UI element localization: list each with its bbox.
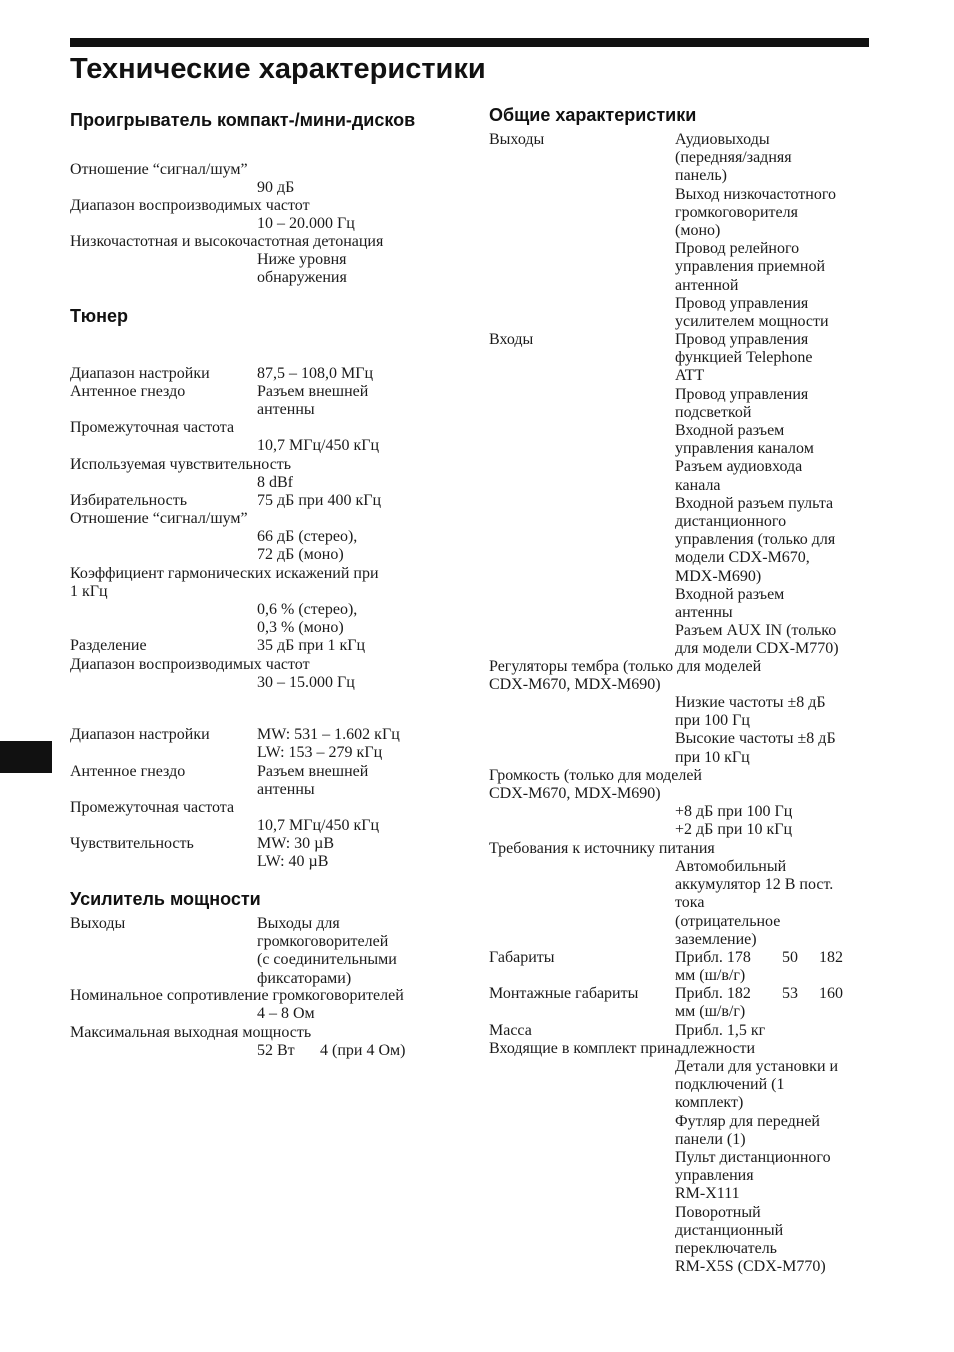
fm-snr-value: 66 дБ (стерео), 72 дБ (моно) (257, 528, 358, 564)
fm-range-label: Диапазон настройки (70, 365, 210, 382)
fm-snr-label: Отношение “сигнал/шум” (70, 510, 248, 527)
loudness-label: Громкость (только для моделей CDX-M670, MDX-M690) (489, 767, 702, 803)
outputs-label: Выходы (489, 131, 545, 148)
mounting-depth: 160 (819, 985, 843, 1002)
amp-power-channels: 4 (при 4 Ом) (320, 1042, 406, 1059)
inputs-label: Входы (489, 331, 534, 348)
mounting-width: Прибл. 182 (675, 985, 751, 1002)
amplifier-heading: Усилитель мощности (70, 889, 261, 909)
cd-snr-label: Отношение “сигнал/шум” (70, 161, 248, 178)
fm-range-value: 87,5 – 108,0 МГц (257, 365, 374, 382)
am-range-label: Диапазон настройки (70, 726, 210, 743)
fm-antenna-label: Антенное гнездо (70, 383, 186, 400)
amp-power-watts: 52 Вт (257, 1042, 295, 1059)
accessories-label: Входящие в комплект принадлежности (489, 1040, 756, 1057)
amp-impedance-label: Номинальное сопротивление громкоговорителей (70, 987, 404, 1004)
page-title: Технические характеристики (70, 53, 486, 85)
mass-label: Масса (489, 1022, 532, 1039)
section-tab-marker (0, 741, 52, 773)
tone-value: Низкие частоты ±8 дБ при 100 Гц Высокие частоты ±8 дБ при 10 кГц (675, 694, 836, 766)
cd-player-heading: Проигрыватель компакт-/мини-дисков (70, 110, 416, 130)
fm-thd-label: Коэффициент гармонических искажений при 1 кГц (70, 565, 379, 601)
fm-freq-value: 30 – 15.000 Гц (257, 674, 355, 691)
fm-sensitivity-label: Используемая чувствительность (70, 456, 292, 473)
dimensions-unit: мм (ш/в/г) (675, 967, 746, 984)
fm-selectivity-value: 75 дБ при 400 кГц (257, 492, 382, 509)
am-antenna-value: Разъем внешней антенны (257, 763, 369, 799)
power-value: Автомобильный аккумулятор 12 В пост. тока (отрицательное заземление) (675, 858, 834, 948)
am-range-value: MW: 531 – 1.602 кГц LW: 153 – 279 кГц (257, 726, 400, 762)
dimensions-label: Габариты (489, 949, 555, 966)
power-label: Требования к источнику питания (489, 840, 715, 857)
amp-outputs-label: Выходы (70, 915, 126, 932)
accessories-value: Детали для установки и подключений (1 комплект) Футляр для передней панели (1) Пульт дистанционного управления RM-X111 Поворотный дистанционный переключатель RM-X5S (CDX-M770) (675, 1058, 839, 1276)
fm-antenna-value: Разъем внешней антенны (257, 383, 369, 419)
tone-label: Регуляторы тембра (только для моделей CDX-M670, MDX-M690) (489, 658, 762, 694)
mounting-label: Монтажные габариты (489, 985, 639, 1002)
tuner-heading: Тюнер (70, 306, 129, 326)
fm-sensitivity-value: 8 dBf (257, 474, 293, 491)
fm-if-label: Промежуточная частота (70, 419, 235, 436)
am-sensitivity-value: MW: 30 µВ LW: 40 µВ (257, 835, 335, 871)
cd-freq-value: 10 – 20.000 Гц (257, 215, 355, 232)
fm-freq-label: Диапазон воспроизводимых частот (70, 656, 310, 673)
cd-snr-value: 90 дБ (257, 179, 295, 196)
mounting-unit: мм (ш/в/г) (675, 1003, 746, 1020)
am-antenna-label: Антенное гнездо (70, 763, 186, 780)
mounting-height: 53 (782, 985, 798, 1002)
fm-selectivity-label: Избирательность (70, 492, 187, 509)
dimensions-width: Прибл. 178 (675, 949, 751, 966)
cd-wow-label: Низкочастотная и высокочастотная детонация (70, 233, 384, 250)
am-if-label: Промежуточная частота (70, 799, 235, 816)
dimensions-height: 50 (782, 949, 798, 966)
amp-outputs-value: Выходы для громкоговорителей (с соединительными фиксаторами) (257, 915, 397, 987)
loudness-value: +8 дБ при 100 Гц +2 дБ при 10 кГц (675, 803, 793, 839)
dimensions-depth: 182 (819, 949, 843, 966)
fm-thd-value: 0,6 % (стерео), 0,3 % (моно) (257, 601, 358, 637)
general-heading: Общие характеристики (489, 105, 697, 125)
cd-freq-label: Диапазон воспроизводимых частот (70, 197, 310, 214)
fm-separation-label: Разделение (70, 637, 147, 654)
outputs-value: Аудиовыходы (передняя/задняя панель) Выход низкочастотного громкоговорителя (моно) Провод релейного управления приемной антенной Провод управления усилителем мощности (675, 131, 837, 331)
amp-power-label: Максимальная выходная мощность (70, 1024, 312, 1041)
am-sensitivity-label: Чувствительность (70, 835, 194, 852)
mass-value: Прибл. 1,5 кг (675, 1022, 766, 1039)
fm-separation-value: 35 дБ при 1 кГц (257, 637, 366, 654)
amp-impedance-value: 4 – 8 Ом (257, 1005, 315, 1022)
title-rule (70, 38, 869, 47)
fm-if-value: 10,7 МГц/450 кГц (257, 437, 380, 454)
inputs-value: Провод управления функцией Telephone ATT Провод управления подсветкой Входной разъем управления каналом Разъем аудиовхода канала Входной разъем пульта дистанционного управления (только для модели CDX-M670, MDX-M690) Входной разъем антенны Разъем AUX IN (только для модели CDX-M770) (675, 331, 839, 658)
am-if-value: 10,7 МГц/450 кГц (257, 817, 380, 834)
cd-wow-value: Ниже уровня обнаружения (257, 251, 347, 287)
